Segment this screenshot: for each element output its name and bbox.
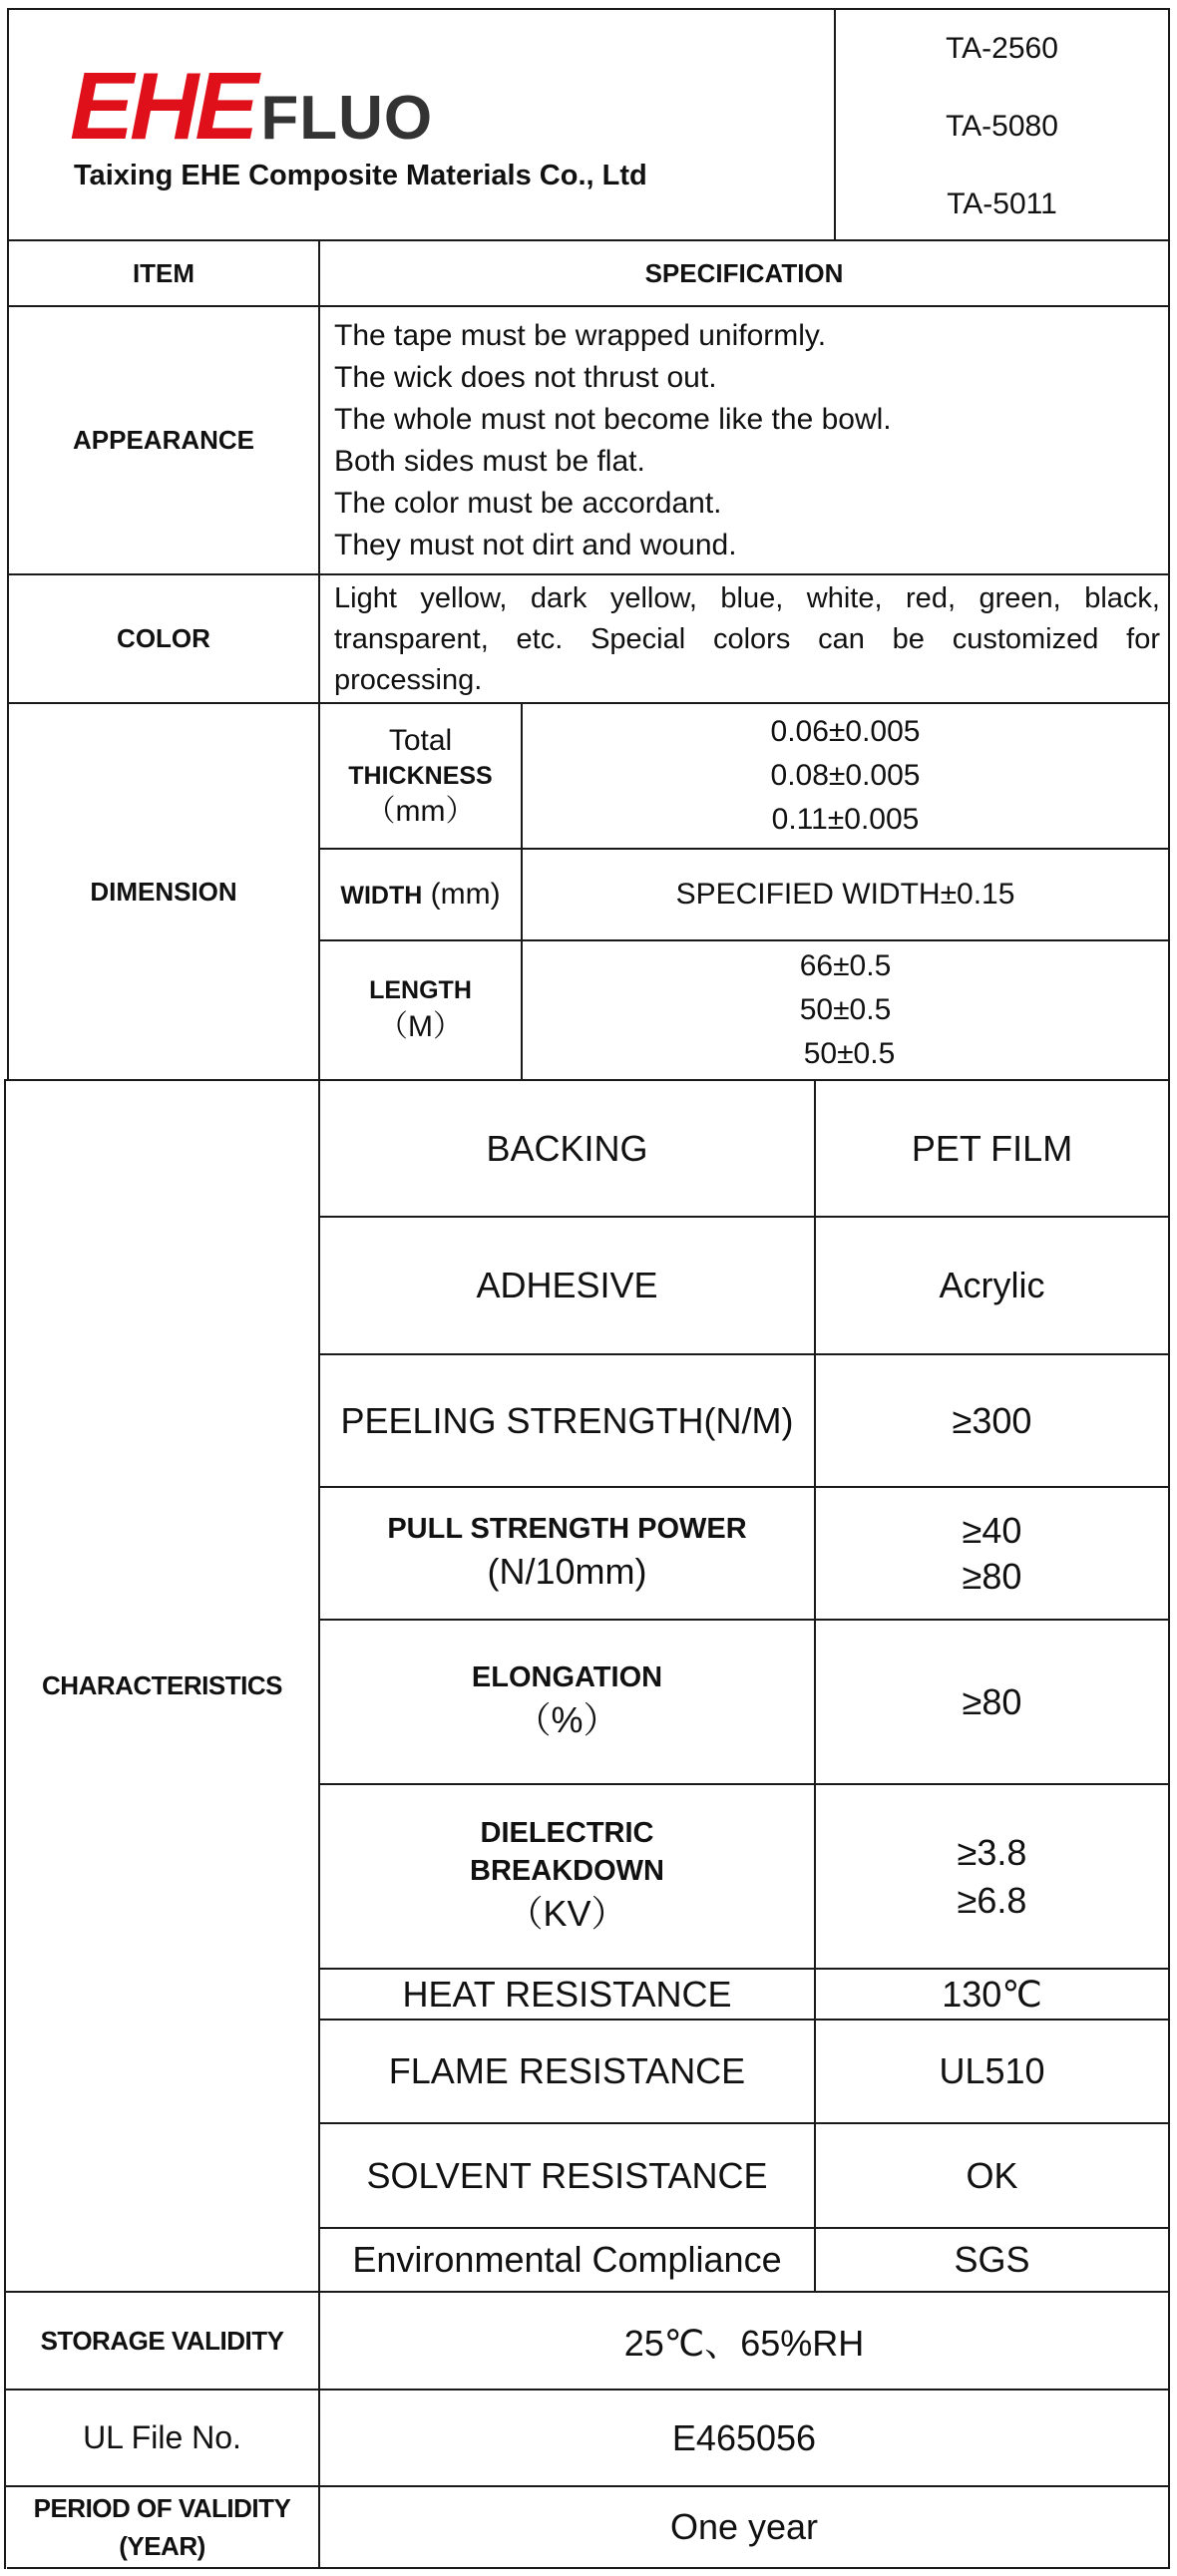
length-label-main: LENGTH xyxy=(369,976,472,1005)
color-spec: Light yellow, dark yellow, blue, white, red, green, black, transparent, etc. Special colors can be customized for processing. xyxy=(334,582,1160,696)
appearance-line: The wick does not thrust out. xyxy=(334,361,717,394)
property-name-dielectric xyxy=(320,1785,814,1968)
row-label-dimension: DIMENSION xyxy=(90,876,237,907)
model-number: TA-2560 xyxy=(946,32,1058,65)
width-label xyxy=(320,850,521,939)
company-logo xyxy=(70,52,433,162)
thickness-label-unit: （mm） xyxy=(365,795,476,829)
storage-value: 25℃、65%RH xyxy=(623,2322,865,2364)
ul-file-value: E465056 xyxy=(671,2416,817,2458)
dielectric-name-line2: BREAKDOWN xyxy=(470,1855,664,1888)
row-label-ul-file: UL File No. xyxy=(83,2419,241,2455)
width-value: SPECIFIED WIDTH±0.15 xyxy=(675,878,1015,911)
logo-red-text: EHE xyxy=(70,53,255,160)
elongation-name: ELONGATION xyxy=(471,1661,663,1694)
property-name-adhesive: ADHESIVE xyxy=(476,1265,658,1305)
property-value-dielectric xyxy=(816,1785,1168,1968)
length-label-unit: （M） xyxy=(378,1009,463,1043)
length-label xyxy=(320,941,521,1079)
row-label-color: COLOR xyxy=(117,623,210,653)
thickness-value: 0.11±0.005 xyxy=(771,803,920,836)
appearance-line: They must not dirt and wound. xyxy=(334,529,737,561)
property-value-solvent: OK xyxy=(966,2154,1018,2196)
appearance-line: The color must be accordant. xyxy=(334,487,722,520)
property-value-flame: UL510 xyxy=(939,2050,1045,2091)
property-value-backing: PET FILM xyxy=(911,1127,1073,1169)
property-value-environmental: SGS xyxy=(954,2239,1030,2280)
column-header-item: ITEM xyxy=(132,257,196,288)
pull-strength-value: ≥80 xyxy=(962,1555,1022,1597)
model-number: TA-5080 xyxy=(946,110,1058,143)
dielectric-name-line1: DIELECTRIC xyxy=(480,1817,654,1850)
pull-strength-name: PULL STRENGTH POWER xyxy=(387,1513,747,1546)
thickness-value: 0.06±0.005 xyxy=(770,715,921,748)
appearance-line: The whole must not become like the bowl. xyxy=(334,403,892,436)
property-name-flame: FLAME RESISTANCE xyxy=(388,2050,746,2091)
row-label-appearance: APPEARANCE xyxy=(72,425,255,455)
property-value-adhesive: Acrylic xyxy=(939,1265,1045,1305)
appearance-line: The tape must be wrapped uniformly. xyxy=(334,319,827,352)
length-values xyxy=(523,941,1168,1079)
dielectric-value: ≥6.8 xyxy=(957,1879,1027,1921)
model-number: TA-5011 xyxy=(947,187,1057,220)
length-value: 50±0.5 xyxy=(803,1037,896,1070)
thickness-label-main: THICKNESS xyxy=(348,761,493,790)
appearance-line: Both sides must be flat. xyxy=(334,445,645,478)
thickness-label xyxy=(320,704,521,848)
dielectric-value: ≥3.8 xyxy=(957,1831,1027,1873)
row-label-characteristics: CHARACTERISTICS xyxy=(42,1670,282,1700)
property-name-backing: BACKING xyxy=(486,1127,648,1169)
pull-strength-unit: (N/10mm) xyxy=(487,1550,647,1592)
company-name: Taixing EHE Composite Materials Co., Ltd xyxy=(74,160,647,191)
property-name-solvent: SOLVENT RESISTANCE xyxy=(366,2154,768,2196)
width-label-unit: (mm) xyxy=(422,878,501,911)
period-label-line2: (YEAR) xyxy=(119,2531,205,2561)
row-label-storage: STORAGE VALIDITY xyxy=(40,2325,284,2356)
property-value-heat: 130℃ xyxy=(942,1973,1042,2015)
length-value: 50±0.5 xyxy=(799,993,892,1026)
period-value: One year xyxy=(669,2506,819,2547)
property-name-elongation xyxy=(320,1621,814,1783)
property-name-heat: HEAT RESISTANCE xyxy=(402,1973,732,2015)
property-name-environmental: Environmental Compliance xyxy=(352,2239,782,2280)
thickness-values xyxy=(523,704,1168,848)
logo-dark-text: FLUO xyxy=(260,84,434,153)
width-label-main: WIDTH xyxy=(340,882,423,910)
property-name-pull-strength xyxy=(320,1488,814,1619)
dielectric-unit: （KV） xyxy=(507,1892,627,1934)
row-label-period xyxy=(6,2487,318,2567)
property-value-elongation: ≥80 xyxy=(962,1680,1022,1722)
pull-strength-value: ≥40 xyxy=(962,1509,1022,1551)
thickness-value: 0.08±0.005 xyxy=(770,759,921,792)
appearance-spec xyxy=(334,315,1162,566)
period-label-line1: PERIOD OF VALIDITY xyxy=(33,2493,291,2523)
property-name-peeling: PEELING STRENGTH(N/M) xyxy=(340,1399,794,1441)
property-value-peeling: ≥300 xyxy=(952,1399,1032,1441)
property-value-pull-strength xyxy=(816,1488,1168,1619)
length-value: 66±0.5 xyxy=(799,949,892,982)
elongation-unit: （%） xyxy=(515,1698,619,1740)
thickness-label-top: Total xyxy=(388,723,453,757)
column-header-specification: SPECIFICATION xyxy=(644,257,844,288)
